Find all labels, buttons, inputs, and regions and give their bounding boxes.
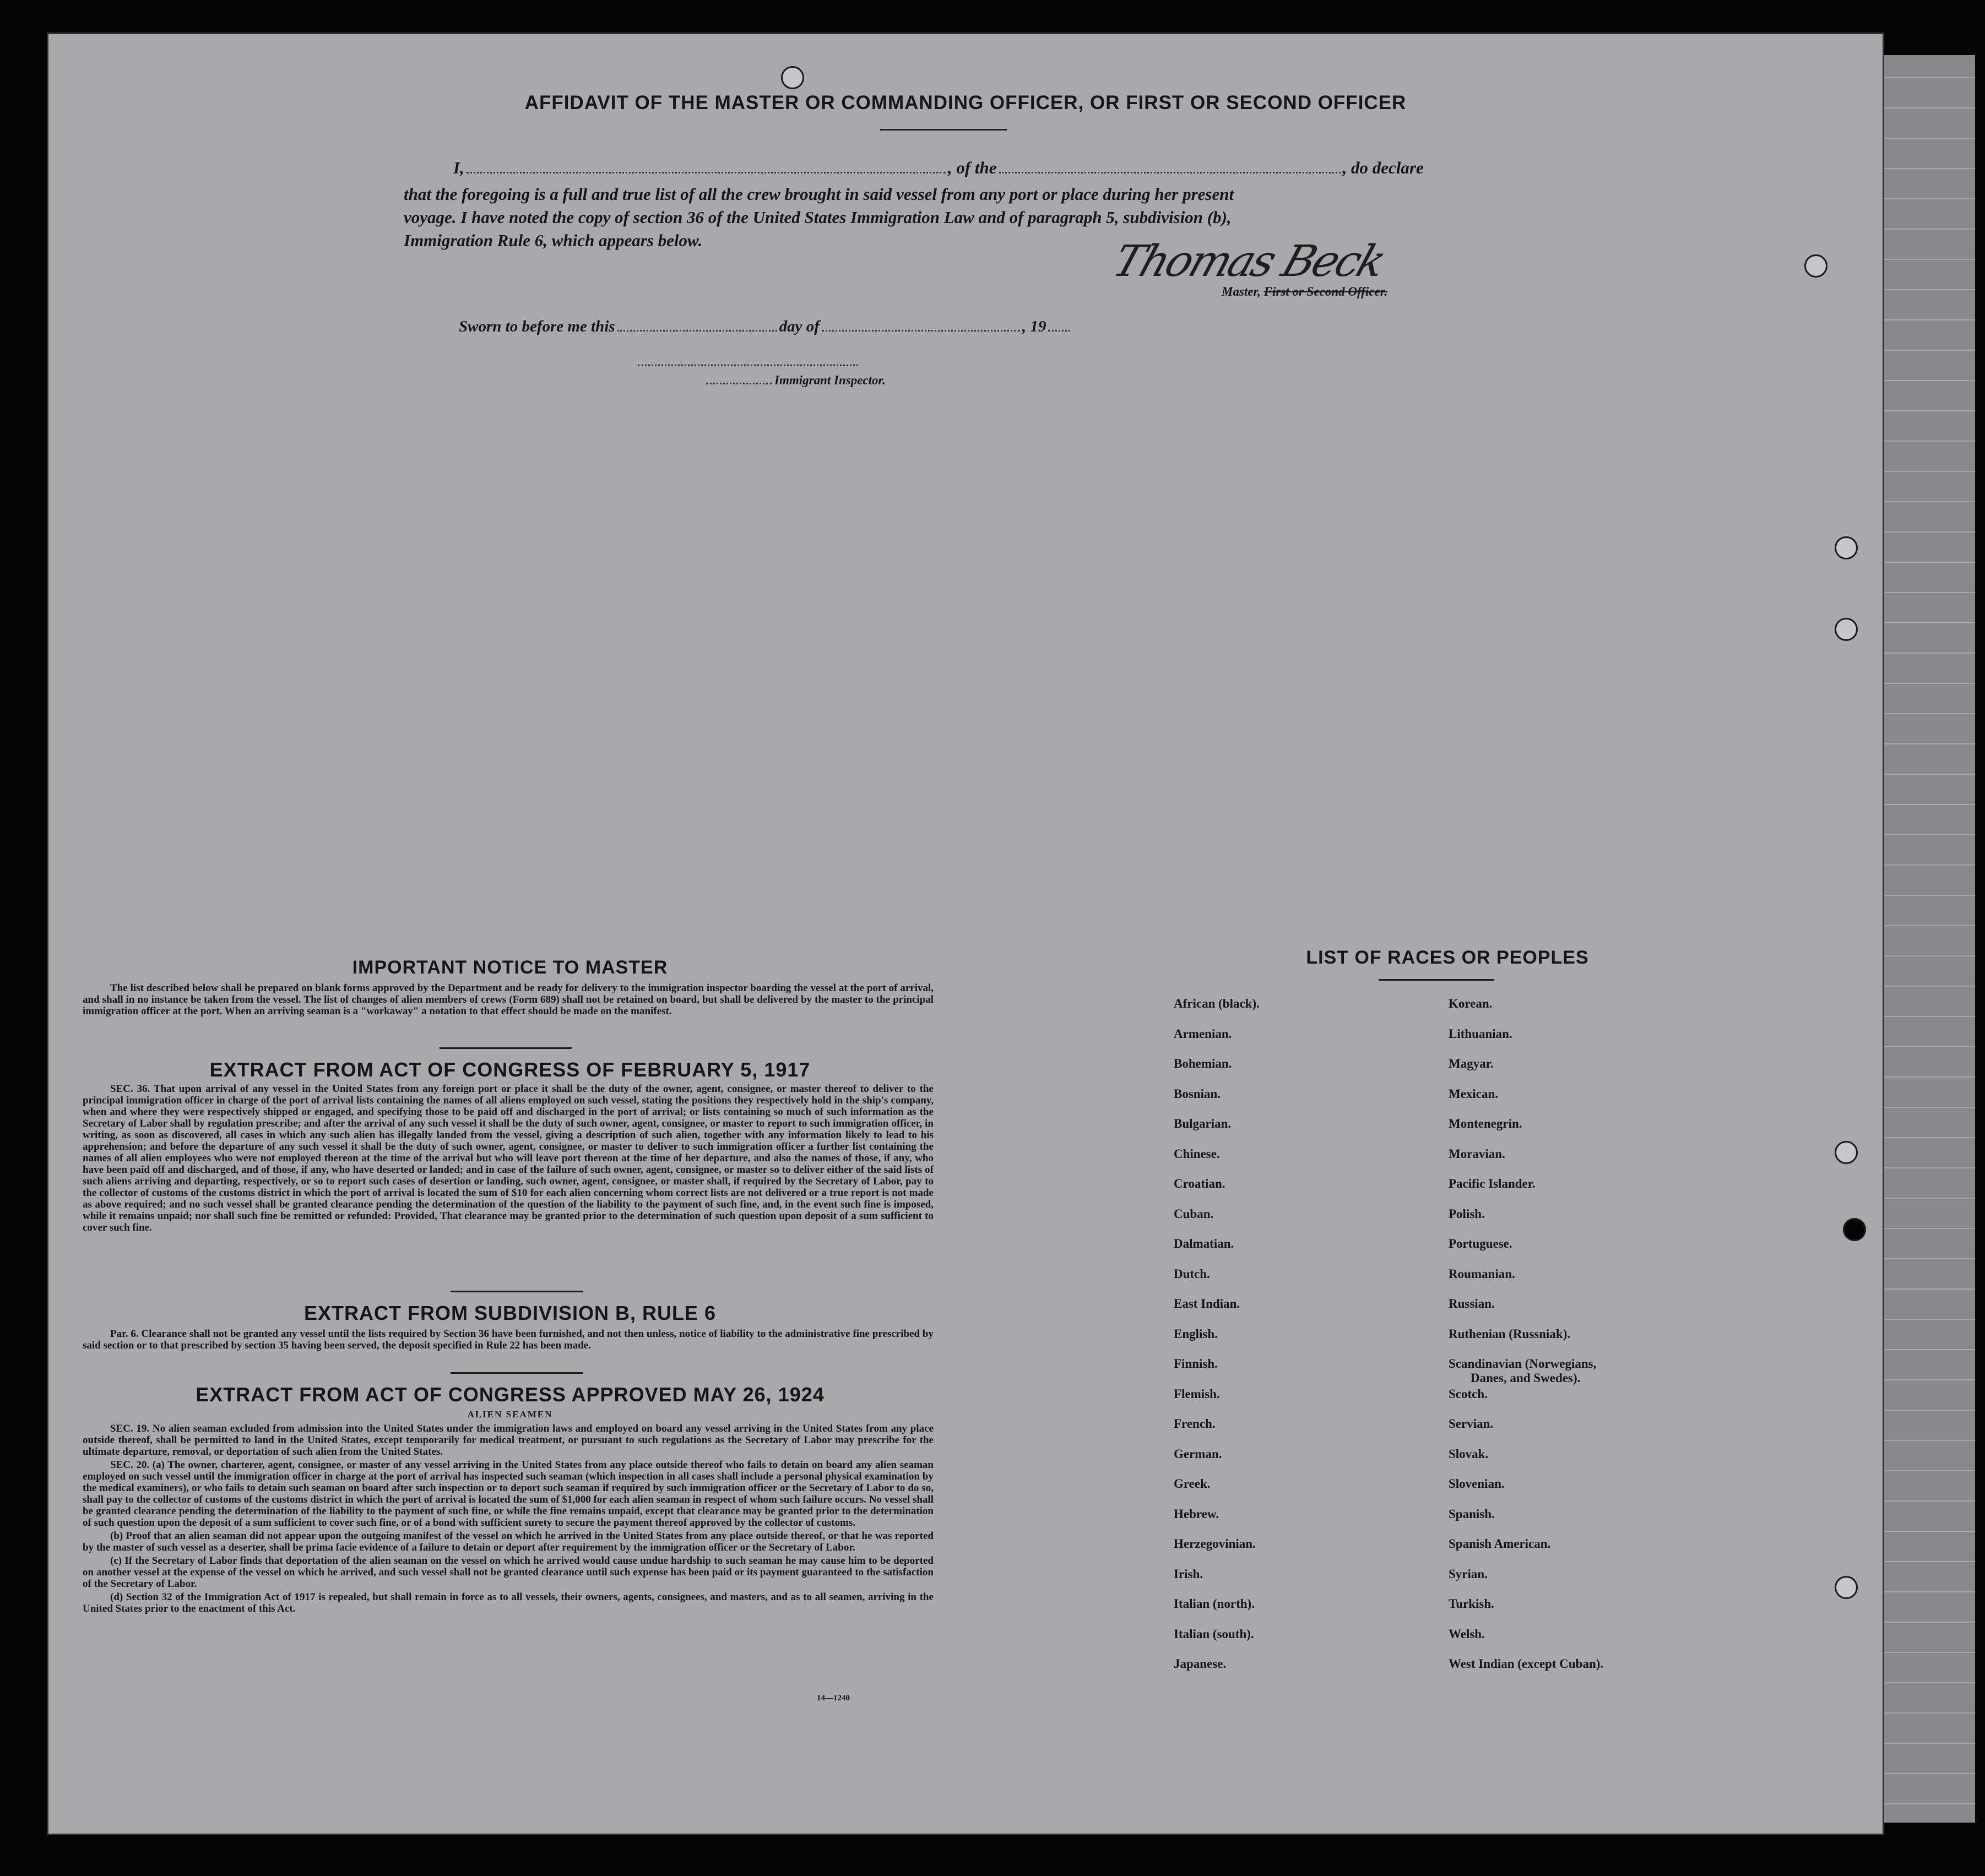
vessel-name-blank[interactable] xyxy=(999,172,1341,173)
title-rule xyxy=(880,129,1007,130)
declarant-prefix: I, xyxy=(453,158,464,177)
race-item: Japanese. xyxy=(1174,1657,1227,1671)
race-item: Russian. xyxy=(1449,1297,1495,1311)
race-item: Scandinavian (Norwegians, xyxy=(1449,1357,1597,1371)
inspector-line xyxy=(704,373,886,388)
race-item: Dalmatian. xyxy=(1174,1237,1234,1250)
notice-text: The list described below shall be prepared on blank forms approved by the Department and be ready for delivery to the immigration inspector boarding the vessel at the port of arrival, and shall in no instance be taken from the vessel. The list of changes of alien members of crews (Form 689) shall not be retained on board, but shall be delivered by the master to the principal immigration officer at the port. When an arriving seaman is a "workaway" a notation to that effect should be made on the manifest. xyxy=(83,982,934,1017)
master-signature: Thomas Beck xyxy=(1107,237,1391,286)
punch-hole xyxy=(1843,1218,1866,1241)
extract-rule6-text: Par. 6. Clearance shall not be granted any vessel until the lists required by Section 36 have been furnished, and not then unless, notice of liability to the administrative fine prescribed by said section or to that prescribed by section 35 having been served, the deposit specified in Rule 22 has been made. xyxy=(83,1328,934,1351)
affidavit-declaration-line xyxy=(453,156,1527,180)
race-item: Slovenian. xyxy=(1449,1477,1505,1491)
inspector-signature-blank[interactable] xyxy=(638,365,858,366)
race-item: Servian. xyxy=(1449,1417,1494,1431)
race-item: Dutch. xyxy=(1174,1266,1210,1281)
extract-1924-subtitle: ALIEN SEAMEN xyxy=(467,1409,553,1420)
section-rule xyxy=(451,1372,583,1374)
extract-1924-paragraph: (b) Proof that an alien seaman did not appear upon the outgoing manifest of the vessel on which he arrived in the United States from any place outside thereof, or that he was reported by the master of such vessel as a deserter, shall be prima facie evidence of a failure to detain or deport after requirement by the immigration officer or the Secretary of Labor. xyxy=(83,1530,934,1553)
race-item: Bosnian. xyxy=(1174,1086,1221,1101)
race-item: Bulgarian. xyxy=(1174,1117,1232,1130)
race-item: Spanish. xyxy=(1449,1507,1495,1521)
race-item: Danes, and Swedes). xyxy=(1471,1371,1581,1385)
race-item: West Indian (except Cuban). xyxy=(1449,1657,1604,1671)
race-item: Hebrew. xyxy=(1174,1507,1219,1521)
race-item: Flemish. xyxy=(1174,1386,1220,1401)
race-item: Chinese. xyxy=(1174,1146,1220,1161)
races-title: LIST OF RACES OR PEOPLES xyxy=(1306,947,1589,968)
race-item: Pacific Islander. xyxy=(1449,1177,1536,1190)
affidavit-line-2: that the foregoing is a full and true list of all the crew brought in said vessel from any port or place during her present xyxy=(404,184,1234,204)
race-item: Portuguese. xyxy=(1449,1237,1512,1250)
race-item: Roumanian. xyxy=(1449,1266,1515,1281)
notice-title: IMPORTANT NOTICE TO MASTER xyxy=(352,957,668,978)
sworn-line xyxy=(459,315,1230,338)
section-rule xyxy=(440,1047,572,1049)
race-item: Ruthenian (Russniak). xyxy=(1449,1326,1571,1341)
race-item: Bohemian. xyxy=(1174,1057,1232,1070)
extract-1917-title: EXTRACT FROM ACT OF CONGRESS OF FEBRUARY 5, 1917 xyxy=(209,1058,811,1081)
extract-1924-paragraph: SEC. 19. No alien seaman excluded from admission into the United States under the immigration laws and employed on board any vessel arriving in the United States from any place outside thereof, shall be permitted to land in the United States, except temporarily for medical treatment, or pursuant to such regulations as the Secretary of Labor may prescribe for the ultimate departure, removal, or deportation of such alien from the United States. xyxy=(83,1423,934,1458)
affidavit-line-4: Immigration Rule 6, which appears below. xyxy=(404,231,703,250)
signature-caption xyxy=(1222,285,1387,299)
punch-hole xyxy=(1835,1141,1858,1164)
race-item: Syrian. xyxy=(1449,1567,1488,1581)
inspector-dots xyxy=(706,383,772,384)
manifest-page xyxy=(48,34,1883,1834)
extract-1917-text: SEC. 36. That upon arrival of any vessel in the United States from any foreign port or place it shall be the duty of the owner, agent, consignee, or master thereof to deliver to the principal immigration officer in charge of the port of arrival lists containing the names of all aliens employed on such vessel, stating the positions they respectively hold in the ship's company, when and where they were respectively shipped or engaged, and specifying those to be paid off and discharged in the port of arrival; or lists containing so much of such information as the Secretary of Labor shall by regulation prescribe; and after the arrival of any such vessel it shall be the duty of such owner, agent, consignee, or master to report to such immigration officer, in writing, as soon as discovered, all cases in which any such alien has illegally landed from the vessel, giving a description of such alien, together with any information likely to lead to his apprehension; and before the departure of any such vessel it shall be the duty of such owner, agent, consignee, or master to deliver to such immigration officer a further list containing the names of all alien employees who were not employed thereon at the time of the arrival but who will leave port thereon at the time of her departure, and also the names of those, if any, who have been paid off and discharged, and of those, if any, who have deserted or landed; and in case of the failure of such owner, agent, consignee, or master so to deliver either of the said lists of such aliens arriving and departing, respectively, or so to report such cases of desertion or landing, such owner, agent, consignee, or master shall, if required by the Secretary of Labor, pay to the collector of customs of the customs district in which the port of arrival is located the sum of $10 for each alien concerning whom correct lists are not delivered or a true report is not made as above required; and no such vessel shall be granted clearance pending the determination of the question of the liability to the payment of such fine, and, in the event such fine is imposed, while it remains unpaid; nor shall such fine be remitted or refunded: Provided, That clearance may be granted prior to the determination of such question upon deposit of a sum sufficient to cover such fine. xyxy=(83,1083,934,1233)
race-item: Montenegrin. xyxy=(1449,1117,1522,1130)
race-item: Moravian. xyxy=(1449,1146,1505,1161)
race-item: English. xyxy=(1174,1326,1218,1341)
extract-1924-paragraph: SEC. 20. (a) The owner, charterer, agent, consignee, or master of any vessel arriving in the United States from any place outside thereof who fails to detain on board any alien seaman employed on such vessel until the immigration officer in charge at the port of arrival has inspected such seaman (which inspection in all cases shall include a personal physical examination by the medical examiners), or who fails to detain such seaman on board after such inspection or to deport such seaman if required by such immigration officer or the Secretary of Labor to do so, shall pay to the collector of customs of the customs district in which the port of arrival is located the sum of $1,000 for each alien seaman in respect of whom such failure occurs. No vessel shall be granted clearance pending the determination of the liability to the payment of such fine, or while the fine remains unpaid, except that clearance may be granted prior to the determination of such question upon the deposit of a sum sufficient to cover such fine, or of a bond with sufficient surety to secure the payment thereof approved by the collector of customs. xyxy=(83,1459,934,1529)
punch-hole xyxy=(1835,1576,1858,1599)
race-item: Herzegovinian. xyxy=(1174,1537,1256,1551)
sworn-year-blank[interactable] xyxy=(1048,330,1070,331)
punch-hole xyxy=(1804,254,1827,278)
sworn-month-blank[interactable] xyxy=(822,330,1020,331)
master-caption: Master, xyxy=(1222,285,1261,298)
sworn-day-blank[interactable] xyxy=(617,330,777,331)
race-item: French. xyxy=(1174,1417,1216,1431)
section-rule xyxy=(451,1291,583,1292)
extract-1924-paragraph: (c) If the Secretary of Labor finds that deportation of the alien seaman on the vessel on which he arrived would cause undue hardship to such seaman he may cause him to be deported on another vessel at the expense of the vessel on which he arrived, and such vessel shall not be granted clearance until such expense has been paid or its payment guaranteed to the satisfaction of the Secretary of Labor. xyxy=(83,1555,934,1590)
of-the-label: , of the xyxy=(947,158,997,177)
race-item: Polish. xyxy=(1449,1206,1485,1221)
race-item: Italian (south). xyxy=(1174,1627,1254,1641)
punch-hole xyxy=(1835,536,1858,559)
race-item: Turkish. xyxy=(1449,1597,1494,1611)
punch-hole xyxy=(781,66,804,89)
race-item: East Indian. xyxy=(1174,1297,1240,1311)
race-item: Finnish. xyxy=(1174,1357,1218,1371)
race-item: Mexican. xyxy=(1449,1086,1499,1101)
affidavit-line-3: voyage. I have noted the copy of section 36 of the United States Immigration Law and of paragraph 5, subdivision (b), xyxy=(404,208,1232,227)
master-name-blank[interactable] xyxy=(467,172,946,173)
year-label: , 19 xyxy=(1022,318,1046,335)
races-title-rule xyxy=(1379,979,1494,981)
extract-rule6-title: EXTRACT FROM SUBDIVISION B, RULE 6 xyxy=(303,1302,717,1324)
race-item: Italian (north). xyxy=(1174,1597,1255,1611)
do-declare-label: , do declare xyxy=(1342,158,1424,177)
struck-officer-caption: First or Second Officer. xyxy=(1263,285,1388,298)
race-item: German. xyxy=(1174,1447,1222,1461)
extract-1924-title: EXTRACT FROM ACT OF CONGRESS APPROVED MAY 26, 1924 xyxy=(196,1383,825,1406)
race-item: Magyar. xyxy=(1449,1057,1494,1070)
punch-hole xyxy=(1835,618,1858,641)
race-item: Lithuanian. xyxy=(1449,1026,1512,1041)
race-item: Cuban. xyxy=(1174,1206,1214,1221)
sworn-label: Sworn to before me this xyxy=(459,318,615,335)
race-item: Scotch. xyxy=(1449,1386,1488,1401)
form-number: 14—1240 xyxy=(817,1694,850,1703)
race-item: Welsh. xyxy=(1449,1627,1485,1641)
affidavit-title: AFFIDAVIT OF THE MASTER OR COMMANDING OFFICER, OR FIRST OR SECOND OFFICER xyxy=(524,92,1407,113)
race-item: Greek. xyxy=(1174,1477,1211,1491)
extract-1924-paragraph: (d) Section 32 of the Immigration Act of 1917 is repealed, but shall remain in force as to all vessels, their owners, agents, consignees, and masters, and as to all seamen, arriving in the United States prior to the enactment of this Act. xyxy=(83,1591,934,1614)
extract-1924-text xyxy=(83,1423,934,1616)
race-item: African (black). xyxy=(1174,997,1260,1010)
race-item: Korean. xyxy=(1449,997,1493,1010)
race-item: Spanish American. xyxy=(1449,1537,1551,1551)
inspector-label: Immigrant Inspector. xyxy=(774,373,886,387)
race-item: Armenian. xyxy=(1174,1026,1232,1041)
race-item: Irish. xyxy=(1174,1567,1203,1581)
race-item: Croatian. xyxy=(1174,1177,1225,1190)
day-of-label: day of xyxy=(779,318,820,335)
race-item: Slovak. xyxy=(1449,1447,1489,1461)
